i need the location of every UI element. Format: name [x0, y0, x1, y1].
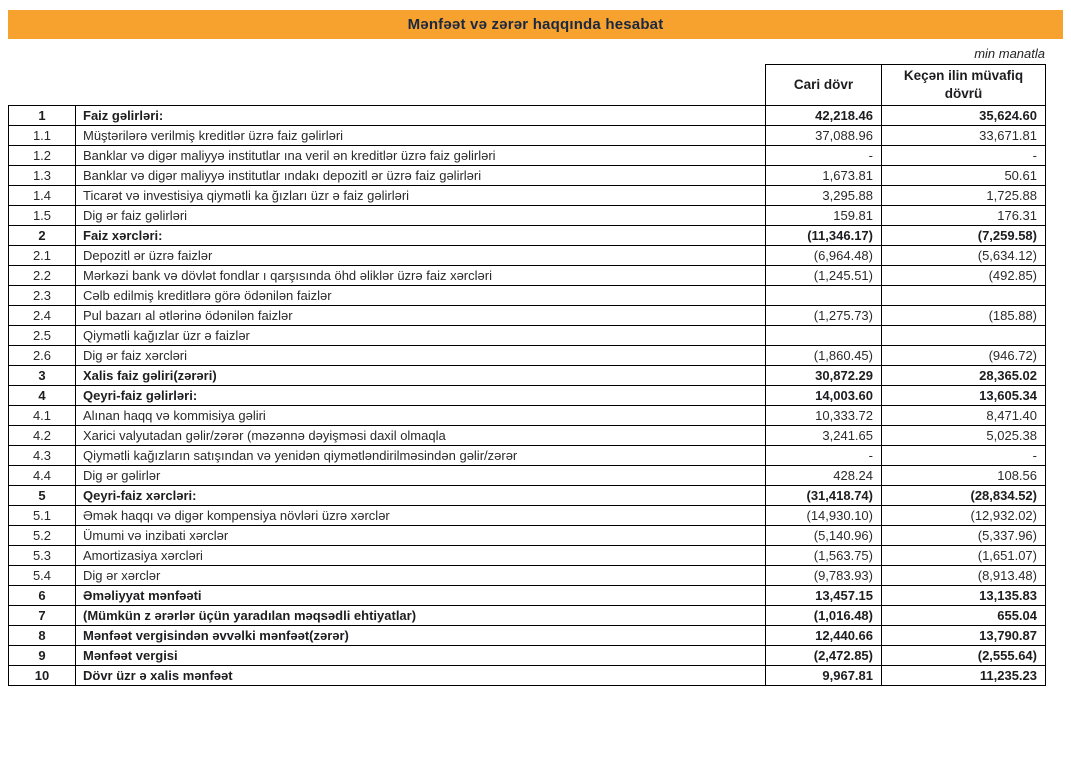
report-table-body — [9, 106, 1046, 686]
row-current-value: - — [766, 146, 882, 166]
row-previous-value — [882, 286, 1046, 306]
row-label: Banklar və digər maliyyə institutlar ına veril ən kreditlər üzrə faiz gəlirləri — [76, 146, 766, 166]
row-number: 2.4 — [9, 306, 76, 326]
row-label: Əmək haqqı və digər kompensiya növləri üzrə xərclər — [76, 506, 766, 526]
row-previous-value: 8,471.40 — [882, 406, 1046, 426]
row-previous-value: - — [882, 446, 1046, 466]
row-previous-value: 13,135.83 — [882, 586, 1046, 606]
row-current-value: 37,088.96 — [766, 126, 882, 146]
row-previous-value: (7,259.58) — [882, 226, 1046, 246]
row-number: 4.4 — [9, 466, 76, 486]
row-number: 6 — [9, 586, 76, 606]
row-current-value: (31,418.74) — [766, 486, 882, 506]
table-row — [9, 166, 1046, 186]
row-label: Qeyri-faiz gəlirləri: — [76, 386, 766, 406]
row-current-value: (11,346.17) — [766, 226, 882, 246]
row-label: Dig ər faiz xərcləri — [76, 346, 766, 366]
row-label: Qeyri-faiz xərcləri: — [76, 486, 766, 506]
row-label: Xalis faiz gəliri(zərəri) — [76, 366, 766, 386]
row-previous-value: 50.61 — [882, 166, 1046, 186]
row-previous-value: 28,365.02 — [882, 366, 1046, 386]
table-row — [9, 186, 1046, 206]
row-label: Faiz xərcləri: — [76, 226, 766, 246]
table-row — [9, 226, 1046, 246]
table-row — [9, 286, 1046, 306]
row-number: 4 — [9, 386, 76, 406]
report-title-bar — [8, 10, 1063, 39]
row-number: 4.3 — [9, 446, 76, 466]
column-header-current: Cari dövr — [766, 65, 882, 106]
table-row — [9, 566, 1046, 586]
row-number: 8 — [9, 626, 76, 646]
row-previous-value — [882, 326, 1046, 346]
row-label: Əməliyyat mənfəəti — [76, 586, 766, 606]
row-label: (Mümkün z ərərlər üçün yaradılan məqsədli ehtiyatlar) — [76, 606, 766, 626]
row-label: Dig ər gəlirlər — [76, 466, 766, 486]
table-row — [9, 326, 1046, 346]
row-current-value: 1,673.81 — [766, 166, 882, 186]
row-label: Dig ər faiz gəlirləri — [76, 206, 766, 226]
row-label: Qiymətli kağızlar üzr ə faizlər — [76, 326, 766, 346]
row-number: 4.2 — [9, 426, 76, 446]
table-row — [9, 386, 1046, 406]
table-row — [9, 126, 1046, 146]
table-row — [9, 206, 1046, 226]
row-number: 5.3 — [9, 546, 76, 566]
row-number: 2.6 — [9, 346, 76, 366]
row-label: Mərkəzi bank və dövlət fondlar ı qarşısında öhd əliklər üzrə faiz xərcləri — [76, 266, 766, 286]
row-current-value: (1,245.51) — [766, 266, 882, 286]
row-previous-value: (5,634.12) — [882, 246, 1046, 266]
row-current-value: (14,930.10) — [766, 506, 882, 526]
row-number: 1 — [9, 106, 76, 126]
row-current-value: (2,472.85) — [766, 646, 882, 666]
row-label: Ticarət və investisiya qiymətli ka ğızları üzr ə faiz gəlirləri — [76, 186, 766, 206]
row-current-value: (1,275.73) — [766, 306, 882, 326]
report-table-header — [9, 65, 1046, 106]
row-current-value: 13,457.15 — [766, 586, 882, 606]
table-row — [9, 626, 1046, 646]
table-row — [9, 366, 1046, 386]
row-current-value: 30,872.29 — [766, 366, 882, 386]
table-row — [9, 446, 1046, 466]
row-number: 5.2 — [9, 526, 76, 546]
row-previous-value: 655.04 — [882, 606, 1046, 626]
table-row — [9, 426, 1046, 446]
table-row — [9, 346, 1046, 366]
row-label: Amortizasiya xərcləri — [76, 546, 766, 566]
row-label: Banklar və digər maliyyə institutlar ındakı depozitl ər üzrə faiz gəlirləri — [76, 166, 766, 186]
row-number: 2 — [9, 226, 76, 246]
row-previous-value: 1,725.88 — [882, 186, 1046, 206]
row-label: Xarici valyutadan gəlir/zərər (məzənnə dəyişməsi daxil olmaqla — [76, 426, 766, 446]
row-previous-value: 176.31 — [882, 206, 1046, 226]
table-row — [9, 586, 1046, 606]
profit-loss-report-page — [0, 10, 1071, 686]
row-current-value: 12,440.66 — [766, 626, 882, 646]
row-previous-value: (28,834.52) — [882, 486, 1046, 506]
page-title: Mənfəət və zərər haqqında hesabat — [407, 16, 664, 33]
row-number: 1.3 — [9, 166, 76, 186]
row-previous-value: 13,605.34 — [882, 386, 1046, 406]
row-previous-value: 108.56 — [882, 466, 1046, 486]
row-label: Mənfəət vergisi — [76, 646, 766, 666]
row-label: Pul bazarı al ətlərinə ödənilən faizlər — [76, 306, 766, 326]
report-table — [8, 64, 1046, 686]
header-blank-cell — [9, 65, 766, 106]
row-number: 1.2 — [9, 146, 76, 166]
table-row — [9, 486, 1046, 506]
table-row — [9, 246, 1046, 266]
row-previous-value: - — [882, 146, 1046, 166]
row-previous-value: (2,555.64) — [882, 646, 1046, 666]
row-number: 9 — [9, 646, 76, 666]
row-current-value — [766, 326, 882, 346]
header-row — [9, 65, 1046, 106]
table-row — [9, 526, 1046, 546]
row-current-value: - — [766, 446, 882, 466]
row-number: 1.4 — [9, 186, 76, 206]
row-current-value: (1,016.48) — [766, 606, 882, 626]
row-current-value: (6,964.48) — [766, 246, 882, 266]
row-number: 2.2 — [9, 266, 76, 286]
row-number: 5 — [9, 486, 76, 506]
table-row — [9, 406, 1046, 426]
row-current-value: 10,333.72 — [766, 406, 882, 426]
row-current-value: 159.81 — [766, 206, 882, 226]
row-previous-value: 5,025.38 — [882, 426, 1046, 446]
row-label: Qiymətli kağızların satışından və yenidən qiymətləndirilməsindən gəlir/zərər — [76, 446, 766, 466]
row-current-value: 9,967.81 — [766, 666, 882, 686]
row-label: Müştərilərə verilmiş kreditlər üzrə faiz gəlirləri — [76, 126, 766, 146]
row-previous-value: (5,337.96) — [882, 526, 1046, 546]
row-current-value: 14,003.60 — [766, 386, 882, 406]
row-number: 7 — [9, 606, 76, 626]
row-previous-value: 11,235.23 — [882, 666, 1046, 686]
table-row — [9, 146, 1046, 166]
row-previous-value: (1,651.07) — [882, 546, 1046, 566]
row-previous-value: (12,932.02) — [882, 506, 1046, 526]
table-row — [9, 546, 1046, 566]
row-previous-value: 13,790.87 — [882, 626, 1046, 646]
row-number: 4.1 — [9, 406, 76, 426]
row-number: 1.5 — [9, 206, 76, 226]
row-number: 10 — [9, 666, 76, 686]
row-previous-value: (492.85) — [882, 266, 1046, 286]
table-row — [9, 666, 1046, 686]
row-previous-value: 33,671.81 — [882, 126, 1046, 146]
row-current-value: 3,295.88 — [766, 186, 882, 206]
row-current-value: (1,860.45) — [766, 346, 882, 366]
row-previous-value: (185.88) — [882, 306, 1046, 326]
row-number: 2.5 — [9, 326, 76, 346]
table-row — [9, 466, 1046, 486]
row-current-value: (1,563.75) — [766, 546, 882, 566]
table-row — [9, 646, 1046, 666]
row-label: Faiz gəlirləri: — [76, 106, 766, 126]
row-number: 5.1 — [9, 506, 76, 526]
row-number: 3 — [9, 366, 76, 386]
row-label: Alınan haqq və kommisiya gəliri — [76, 406, 766, 426]
row-previous-value: 35,624.60 — [882, 106, 1046, 126]
row-number: 2.1 — [9, 246, 76, 266]
column-header-previous: Keçən ilin müvafiq dövrü — [882, 65, 1046, 106]
row-label: Dövr üzr ə xalis mənfəət — [76, 666, 766, 686]
row-label: Ümumi və inzibati xərclər — [76, 526, 766, 546]
row-label: Dig ər xərclər — [76, 566, 766, 586]
row-current-value: 428.24 — [766, 466, 882, 486]
row-label: Cəlb edilmiş kreditlərə görə ödənilən faizlər — [76, 286, 766, 306]
row-label: Depozitl ər üzrə faizlər — [76, 246, 766, 266]
row-current-value: 42,218.46 — [766, 106, 882, 126]
row-current-value — [766, 286, 882, 306]
row-previous-value: (8,913.48) — [882, 566, 1046, 586]
table-row — [9, 306, 1046, 326]
row-current-value: 3,241.65 — [766, 426, 882, 446]
table-row — [9, 266, 1046, 286]
row-number: 2.3 — [9, 286, 76, 306]
row-label: Mənfəət vergisindən əvvəlki mənfəət(zərər) — [76, 626, 766, 646]
table-row — [9, 606, 1046, 626]
row-current-value: (5,140.96) — [766, 526, 882, 546]
unit-note: min manatla — [974, 46, 1045, 61]
row-number: 1.1 — [9, 126, 76, 146]
row-previous-value: (946.72) — [882, 346, 1046, 366]
row-number: 5.4 — [9, 566, 76, 586]
row-current-value: (9,783.93) — [766, 566, 882, 586]
table-row — [9, 506, 1046, 526]
table-row — [9, 106, 1046, 126]
